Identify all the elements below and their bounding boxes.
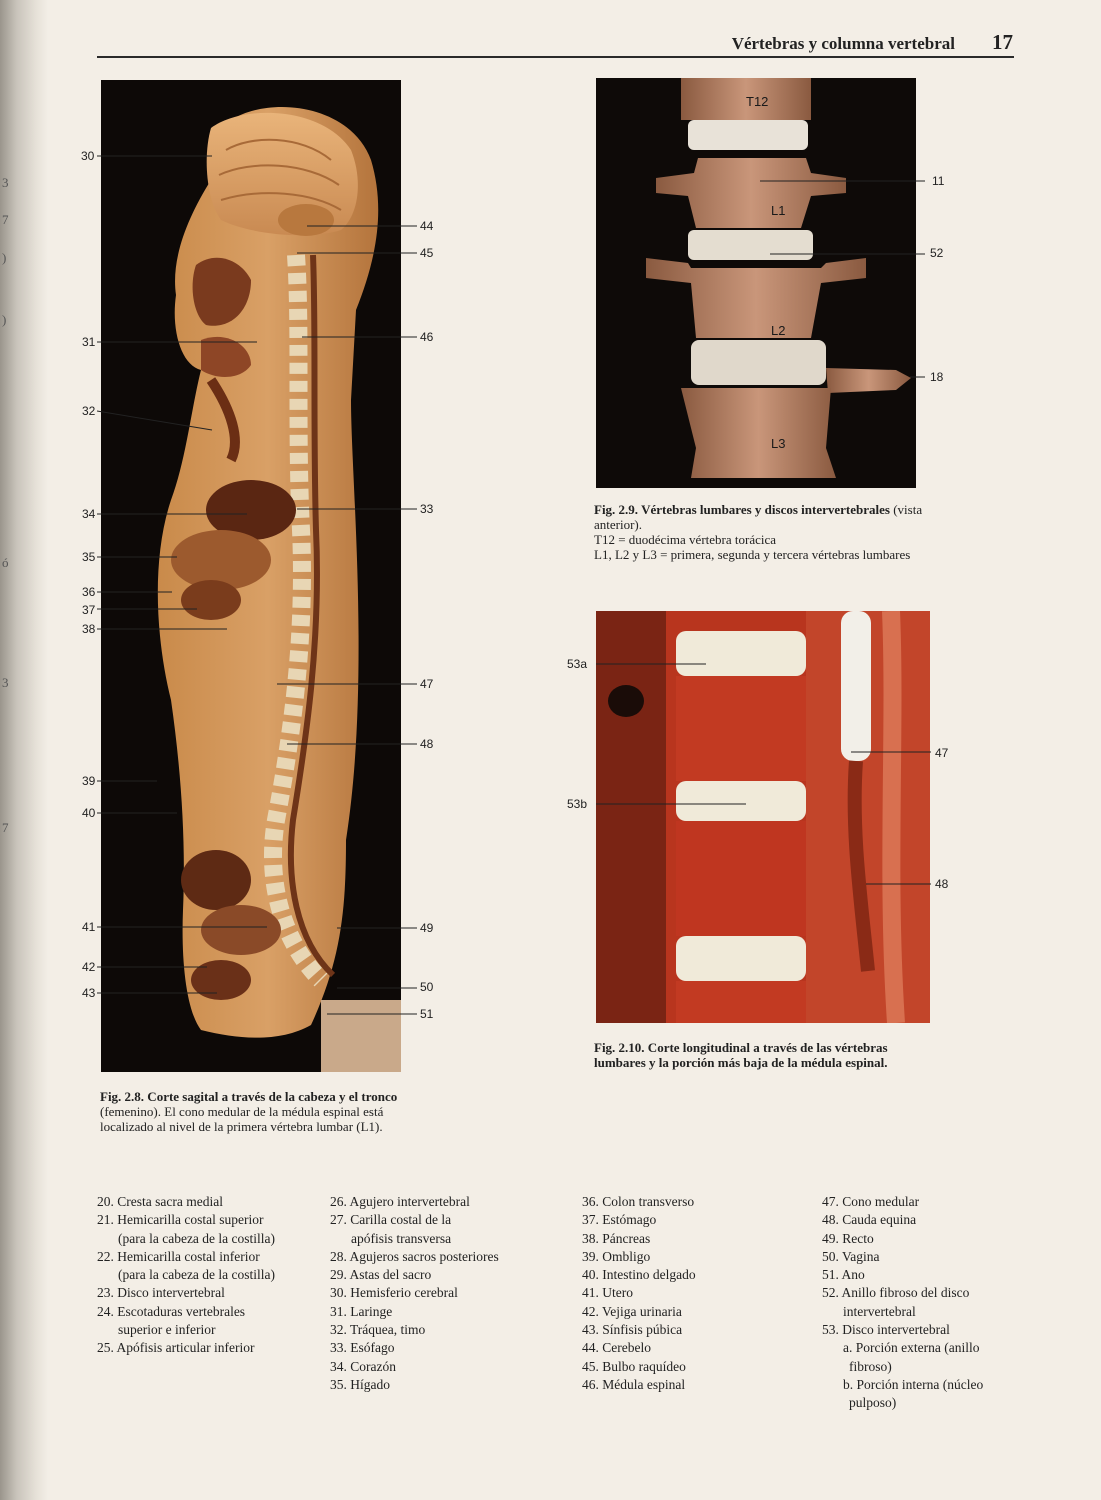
legend-item: 28. Agujeros sacros posteriores <box>330 1248 499 1264</box>
legend-item: 23. Disco intervertebral <box>97 1285 225 1301</box>
legend-item: a. Porción externa (anillo <box>843 1340 980 1356</box>
legend-item: fibroso) <box>849 1358 892 1374</box>
legend-item: 27. Carilla costal de la <box>330 1212 452 1228</box>
legend-item: 21. Hemicarilla costal superior <box>97 1212 264 1228</box>
legend-item: 45. Bulbo raquídeo <box>582 1358 686 1374</box>
legend-item: pulposo) <box>849 1395 897 1411</box>
fig28-label: 46 <box>420 330 434 344</box>
fig-2-10-leaders <box>596 655 931 895</box>
fig28-label: 36 <box>82 585 96 599</box>
fig28-label: 45 <box>420 246 434 260</box>
legend-item: 36. Colon transverso <box>582 1194 695 1209</box>
fig28-label: 30 <box>81 149 95 163</box>
legend-item: 30. Hemisferio cerebral <box>330 1285 458 1301</box>
legend-item: 26. Agujero intervertebral <box>330 1194 470 1209</box>
edge-mark: 3 <box>2 175 9 190</box>
fig28-label: 35 <box>82 550 96 564</box>
edge-mark: 3 <box>2 675 9 690</box>
fig29-caption <box>594 502 1004 562</box>
edge-mark: 7 <box>2 820 9 835</box>
fig210-label: 47 <box>935 746 949 760</box>
legend-item: 25. Apófisis articular inferior <box>97 1340 255 1356</box>
legend-column-2 <box>330 1193 499 1394</box>
fig28-caption-title: Fig. 2.8. Corte sagital a través de la cabeza y el tronco <box>100 1089 398 1104</box>
fig29-caption-line: L1, L2 y L3 = primera, segunda y tercera vértebras lumbares <box>594 547 911 562</box>
fig-2-9-leaders <box>740 170 930 390</box>
fig28-caption-text: (femenino). El cono medular de la médula espinal está localizado al nivel de la primera vértebra lumbar (L1). <box>100 1104 384 1134</box>
legend-item: 34. Corazón <box>330 1358 396 1374</box>
fig28-label: 50 <box>420 980 434 994</box>
edge-mark: 7 <box>2 212 9 227</box>
header-title: Vértebras y columna vertebral <box>731 34 955 53</box>
legend-item: 35. Hígado <box>330 1376 390 1392</box>
legend-item: 44. Cerebelo <box>582 1340 651 1356</box>
legend-column-4 <box>822 1193 983 1413</box>
legend-item: 33. Esófago <box>330 1340 395 1356</box>
legend-item: 48. Cauda equina <box>822 1212 917 1228</box>
running-header <box>100 30 1015 58</box>
fig29-label: 52 <box>930 246 944 260</box>
fig28-label: 32 <box>82 404 96 418</box>
legend-item: 20. Cresta sacra medial <box>97 1194 223 1209</box>
legend-item: 46. Médula espinal <box>582 1376 686 1392</box>
legend-item: 38. Páncreas <box>582 1230 651 1246</box>
edge-mark: ) <box>2 250 7 265</box>
fig28-caption <box>100 1089 440 1134</box>
fig28-label: 49 <box>420 921 434 935</box>
fig210-label: 53a <box>567 657 588 671</box>
legend-item: 47. Cono medular <box>822 1194 920 1209</box>
fig28-label: 31 <box>82 335 96 349</box>
legend-item: 51. Ano <box>822 1267 865 1283</box>
fig28-label: 48 <box>420 737 434 751</box>
fig29-l1-label: L1 <box>771 203 786 218</box>
fig28-label: 33 <box>420 502 434 516</box>
fig28-label: 38 <box>82 622 96 636</box>
legend-item: 24. Escotaduras vertebrales <box>97 1303 246 1319</box>
fig29-label: 11 <box>932 174 945 188</box>
legend-column-3 <box>582 1193 696 1394</box>
fig210-caption <box>594 1040 929 1070</box>
header-rule <box>97 56 1014 58</box>
legend-item: 49. Recto <box>822 1230 874 1246</box>
fig29-l3-label: L3 <box>771 436 786 451</box>
fig29-label: 18 <box>930 370 944 384</box>
fig-2-8-leaders <box>97 140 417 1020</box>
legend-item: b. Porción interna (núcleo <box>843 1376 984 1392</box>
fig29-caption-line: T12 = duodécima vértebra torácica <box>594 532 777 547</box>
fig210-caption-title: Fig. 2.10. Corte longitudinal a través de las vértebras lumbares y la porción más baja de la médula espinal. <box>594 1040 888 1070</box>
fig29-t12-label: T12 <box>746 94 769 109</box>
fig29-caption-title: Fig. 2.9. Vértebras lumbares y discos intervertebrales <box>594 502 890 517</box>
legend-item: 32. Tráquea, timo <box>330 1322 426 1338</box>
legend-item: 40. Intestino delgado <box>582 1267 696 1283</box>
fig28-label: 43 <box>82 986 96 1000</box>
legend-item: 39. Ombligo <box>582 1248 651 1264</box>
fig28-label: 40 <box>82 806 96 820</box>
legend-item: 52. Anillo fibroso del disco <box>822 1285 970 1301</box>
fig28-label: 42 <box>82 960 96 974</box>
legend-item: superior e inferior <box>118 1322 216 1338</box>
fig28-label: 37 <box>82 603 96 617</box>
fig28-label: 47 <box>420 677 434 691</box>
fig29-caption-text: (vista anterior). <box>594 502 923 532</box>
fig29-l2-label: L2 <box>771 323 786 338</box>
fig28-label: 39 <box>82 774 96 788</box>
legend-item: 43. Sínfisis púbica <box>582 1322 683 1338</box>
legend-column-1 <box>97 1193 275 1358</box>
fig28-label: 51 <box>420 1007 434 1021</box>
legend-item: 31. Laringe <box>330 1303 393 1319</box>
page-number: 17 <box>992 30 1013 54</box>
legend-item: 42. Vejiga urinaria <box>582 1303 682 1319</box>
edge-mark: ) <box>2 312 7 327</box>
legend-item: 37. Estómago <box>582 1212 657 1228</box>
fig28-label: 34 <box>82 507 96 521</box>
legend-item: (para la cabeza de la costilla) <box>118 1230 276 1246</box>
fig28-label: 41 <box>82 920 96 934</box>
fig28-label: 44 <box>420 219 434 233</box>
legend-item: intervertebral <box>843 1303 916 1319</box>
legend-item: (para la cabeza de la costilla) <box>118 1267 276 1283</box>
fig210-label: 48 <box>935 877 949 891</box>
legend-item: 53. Disco intervertebral <box>822 1322 950 1338</box>
fig210-label: 53b <box>567 797 588 811</box>
legend-item: apófisis transversa <box>351 1230 452 1246</box>
legend-item: 22. Hemicarilla costal inferior <box>97 1248 260 1264</box>
legend-item: 50. Vagina <box>822 1248 880 1264</box>
legend-item: 29. Astas del sacro <box>330 1267 432 1283</box>
edge-mark: ó <box>2 555 9 570</box>
legend-item: 41. Utero <box>582 1285 633 1301</box>
